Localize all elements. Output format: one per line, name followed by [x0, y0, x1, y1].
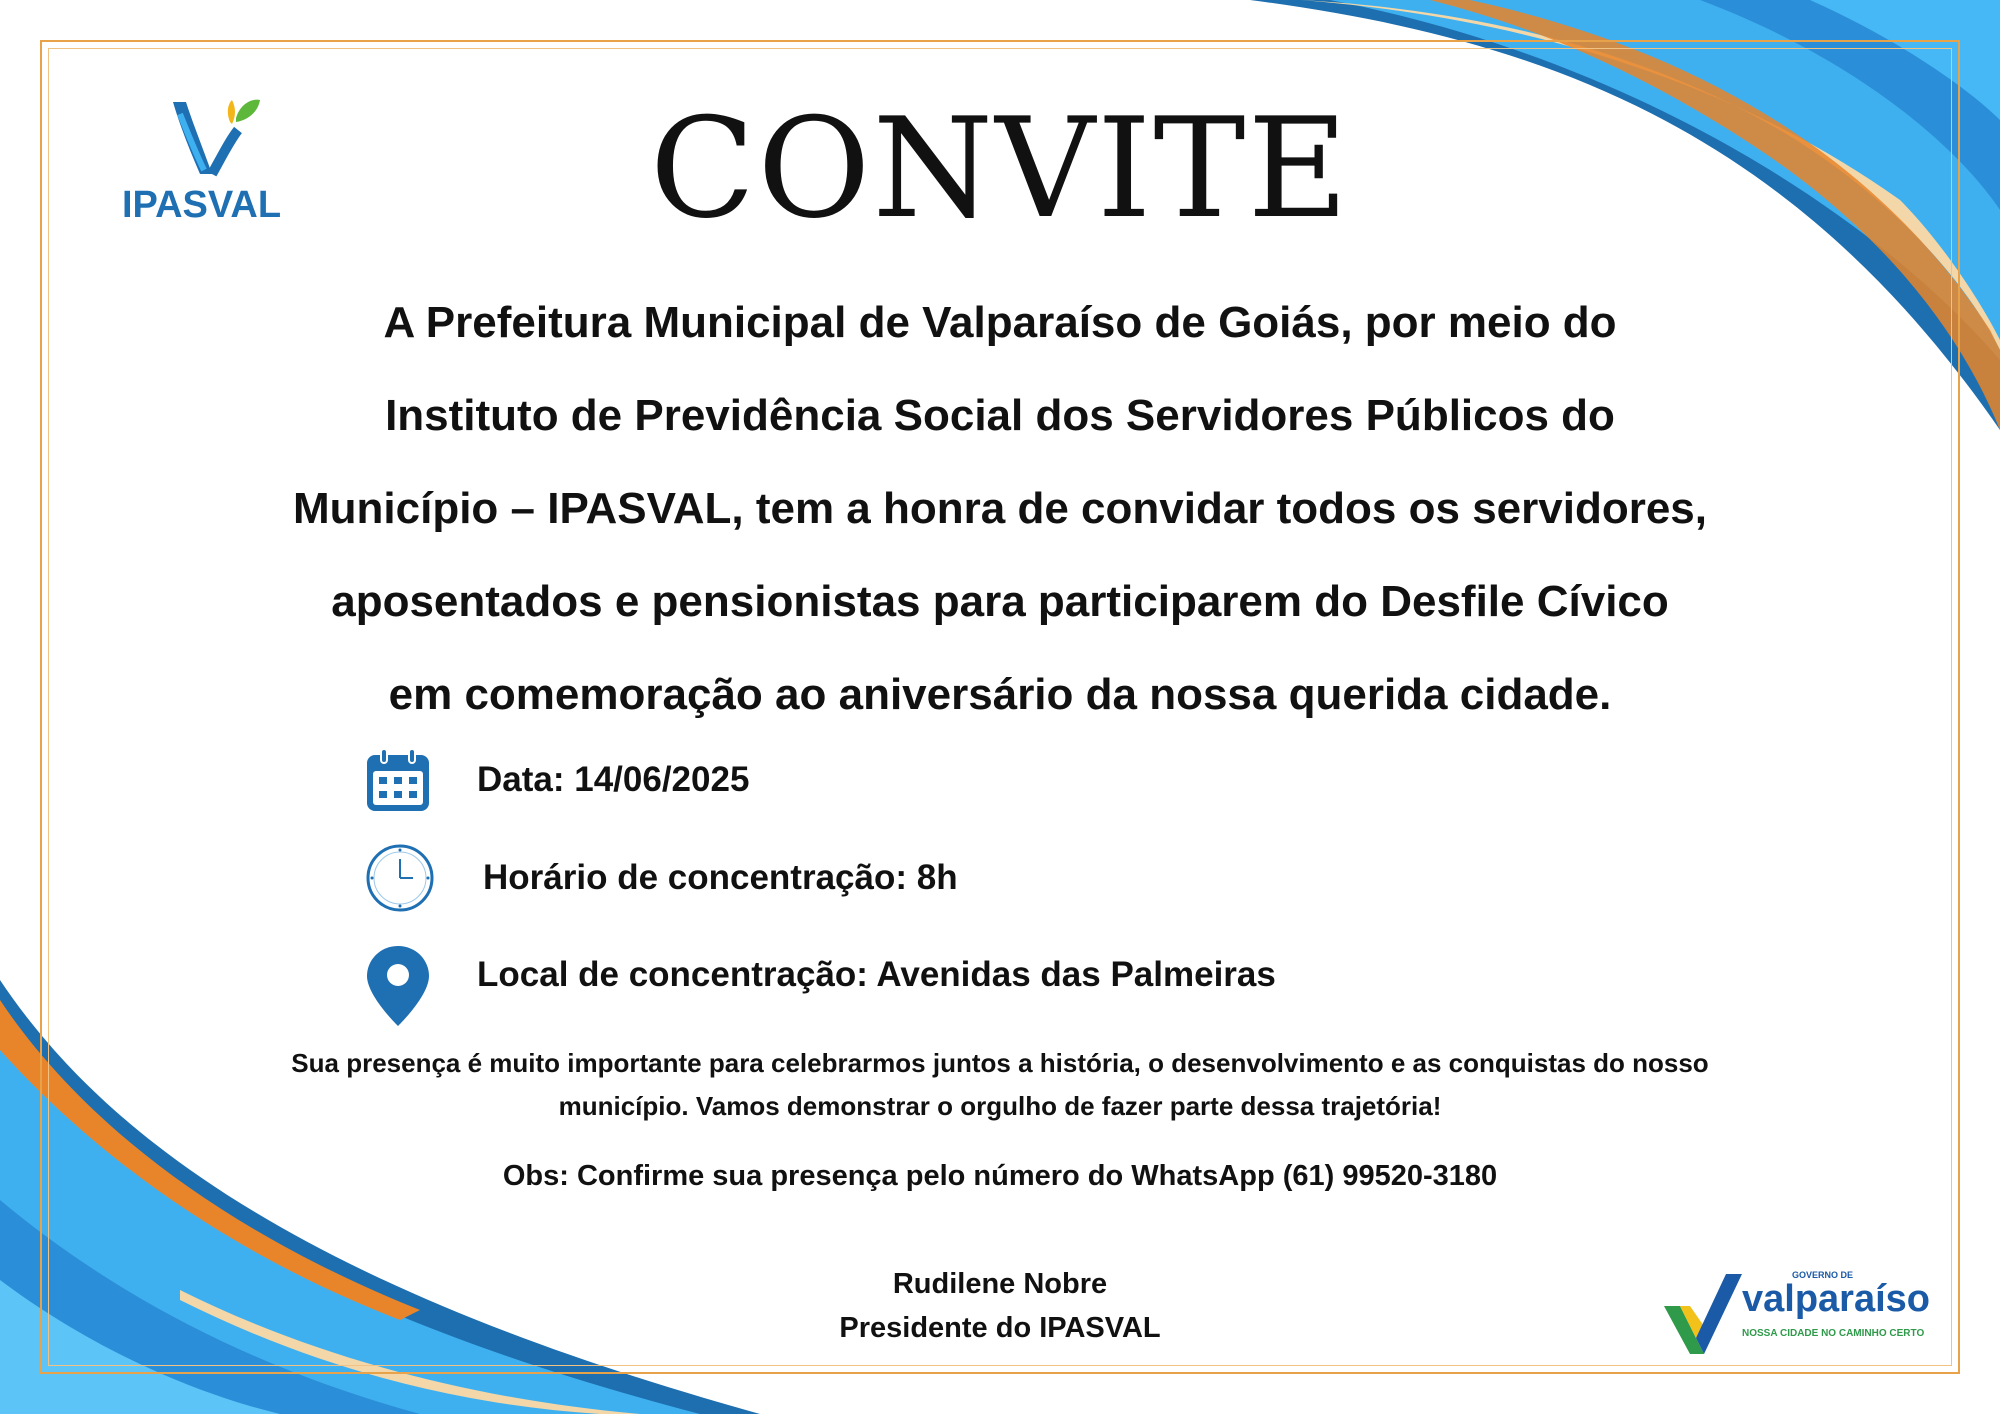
- date-row: [365, 740, 749, 820]
- intro-line: A Prefeitura Municipal de Valparaíso de Goiás, por meio do: [383, 298, 1617, 347]
- time-text: Horário de concentração: 8h: [483, 858, 958, 897]
- note-line: município. Vamos demonstrar o orgulho de fazer parte dessa trajetória!: [558, 1091, 1442, 1121]
- calendar-icon: [365, 747, 431, 813]
- intro-paragraph: [100, 276, 1900, 741]
- ipasval-logo-text: IPASVAL: [122, 184, 282, 226]
- note-paragraph: [120, 1042, 1880, 1128]
- intro-line: Município – IPASVAL, tem a honra de convidar todos os servidores,: [293, 484, 1707, 533]
- valparaiso-logo-tagline: NOSSA CIDADE NO CAMINHO CERTO: [1742, 1328, 1925, 1339]
- note-line: Sua presença é muito importante para celebrarmos juntos a história, o desenvolvimento e as conquistas do nosso: [291, 1048, 1709, 1078]
- intro-line: Instituto de Previdência Social dos Servidores Públicos do: [385, 391, 1615, 440]
- page-title: CONVITE: [649, 88, 1351, 249]
- location-text: Local de concentração: Avenidas das Palmeiras: [477, 955, 1276, 994]
- valparaiso-logo-top-text: GOVERNO DE: [1792, 1270, 1854, 1280]
- clock-icon: [365, 843, 435, 913]
- obs-text: Obs: Confirme sua presença pelo número do WhatsApp (61) 99520-3180: [502, 1160, 1498, 1192]
- valparaiso-logo-name: valparaíso: [1742, 1278, 1930, 1320]
- intro-line: aposentados e pensionistas para participarem do Desfile Cívico: [331, 577, 1669, 626]
- signature-name: Rudilene Nobre: [892, 1268, 1108, 1300]
- time-row: [365, 838, 958, 918]
- signature-role: Presidente do IPASVAL: [839, 1312, 1161, 1344]
- intro-line: em comemoração ao aniversário da nossa querida cidade.: [388, 670, 1612, 719]
- location-row: [365, 935, 1276, 1015]
- date-text: Data: 14/06/2025: [477, 760, 750, 799]
- location-pin-icon: [365, 944, 431, 1028]
- valparaiso-logo-mark: [1660, 1268, 1750, 1358]
- valparaiso-logo: [1660, 1268, 1930, 1358]
